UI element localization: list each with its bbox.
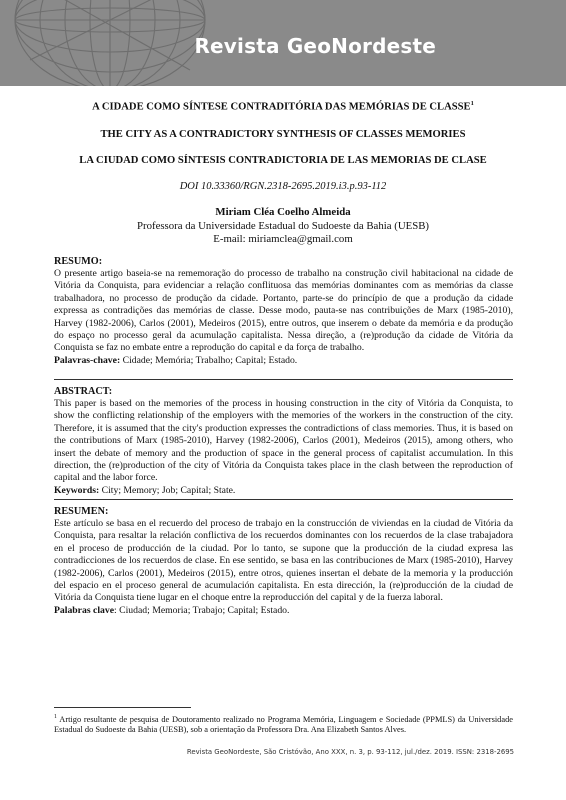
abstract-section bbox=[54, 386, 513, 497]
divider bbox=[54, 379, 513, 380]
abstract-keywords: Keywords: City; Memory; Job; Capital; State. bbox=[54, 484, 236, 496]
title-spanish: LA CIUDAD COMO SÍNTESIS CONTRADICTORIA DE LAS MEMORIAS DE CLASE bbox=[79, 155, 487, 166]
doi-link[interactable]: DOI 10.33360/RGN.2318-2695.2019.i3.p.93-112 bbox=[179, 181, 387, 192]
page-footer: Revista GeoNordeste, São Cristóvão, Ano XXX, n. 3, p. 93-112, jul./dez. 2019. ISSN: 2318-2695 bbox=[186, 748, 514, 756]
author-affiliation: Professora da Universidade Estadual do Sudoeste da Bahia (UESB) bbox=[136, 220, 430, 232]
abstract-heading: ABSTRACT: bbox=[54, 386, 113, 397]
journal-header-banner bbox=[0, 0, 566, 86]
divider bbox=[54, 499, 513, 500]
journal-name: Revista GeoNordeste bbox=[194, 34, 436, 58]
resumen-keywords: Palabras clave: Ciudad; Memoria; Trabajo; Capital; Estado. bbox=[54, 604, 290, 616]
resumo-keywords: Palavras-chave: Cidade; Memória; Trabalho; Capital; Estado. bbox=[54, 354, 298, 366]
author-name: Miriam Cléa Coelho Almeida bbox=[215, 206, 351, 218]
author-email[interactable]: E-mail: miriamclea@gmail.com bbox=[213, 233, 353, 245]
title-english: THE CITY AS A CONTRADICTORY SYNTHESIS OF CLASSES MEMORIES bbox=[100, 129, 466, 140]
footnote: $^1$ Artigo resultante de pesquisa de Doutoramento realizado no Programa Memória, Linguagem e Sociedade (PPMLS) da Universidade Estadual do Sudoeste da Bahia (UESB), sob a orientação da Professora Dra. Ana Elizabeth Santos Alves. bbox=[54, 714, 513, 735]
abstract-body: This paper is based on the memories of the process in housing construction in the city of Vitória da Conquista, to show the conflicting relationship of the employers with the memories of the workers in the construction of the city. Therefore, it is assumed that the city's production expresses the contradictions of class memories. Thus, it is based on the contributions of Marx (1985-2010), Harvey (1982-2006), Carlos (2001), Medeiros (2015), among others, who insert the debate of memory and the production of space in the general process of capitalist accumulation. In this direction, the (re)production of the city of Vitória da Conquista takes place in the clash between the reproduction of capital and the labor force. bbox=[54, 398, 513, 484]
resumo-body: O presente artigo baseia-se na rememoração do processo de trabalho na construção civil habitacional na cidade de Vitória da Conquista, para evidenciar a relação conflituosa das memórias dominantes com as memórias da classe trabalhadora, no processo de produção da cidade. Portanto, parte-se do princípio de que a produção da cidade expressa as contradições das memórias de classe. Desse modo, pauta-se nas contribuições de Marx (1985-2010), Harvey (1982-2006), Carlos (2001), Medeiros (2015), entre outros, que inserem o debate da memória e da produção do espaço no processo geral da acumulação capitalista. Nessa direção, a (re)produção da cidade de Vitória da Conquista se faz no embate entre a reprodução do capital e da força de trabalho. bbox=[54, 268, 513, 354]
title-portuguese: A CIDADE COMO SÍNTESE CONTRADITÓRIA DAS MEMÓRIAS DE CLASSE$^1$ bbox=[92, 100, 474, 113]
resumen-heading: RESUMEN: bbox=[54, 506, 109, 517]
footnote-divider bbox=[54, 707, 191, 708]
resumen-section bbox=[54, 506, 513, 617]
resumo-heading: RESUMO: bbox=[54, 256, 103, 267]
resumen-body: Este artículo se basa en el recuerdo del proceso de trabajo en la construcción de viviendas en la ciudad de Vitória da Conquista, para resaltar la relación conflictiva de los recuerdos dominantes con los recuerdos de la clase trabajadora en el proceso de producción de la ciudad. Por lo tanto, se supone que la producción de la ciudad expresa las contradicciones de los recuerdos de clase. En ese sentido, se basa en las contribuciones de Marx (1985-2010), Harvey (1982-2006), Carlos (2001), Medeiros (2015), entre otros, quienes insertan el debate de la memoria y la producción del espacio en el proceso general de acumulación capitalista. En esta dirección, la (re)producción de la ciudad de Vitória da Conquista tiene lugar en el choque entre la reproducción del capital y de la fuerza laboral. bbox=[54, 518, 513, 604]
resumo-section bbox=[54, 256, 513, 367]
